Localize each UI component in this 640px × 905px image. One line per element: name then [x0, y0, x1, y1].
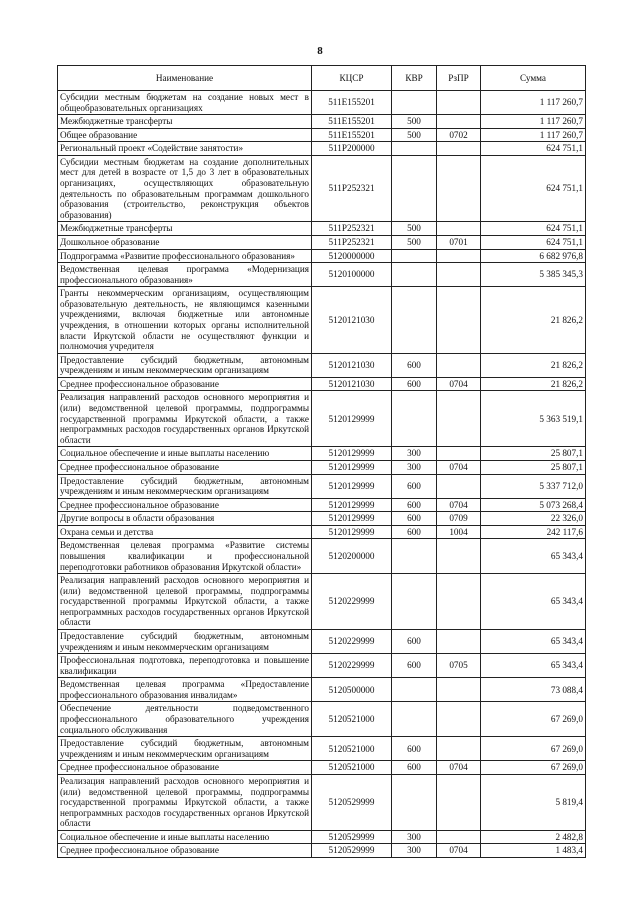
cell-kvr [392, 539, 437, 574]
cell-kvr: 600 [392, 512, 437, 526]
table-row [58, 249, 586, 263]
table-row [58, 155, 586, 221]
cell-kcsr: 5120129999 [312, 447, 392, 461]
cell-rzpr [437, 391, 481, 447]
cell-kvr [392, 142, 437, 156]
cell-rzpr: 0704 [437, 844, 481, 858]
cell-kcsr: 5120129999 [312, 391, 392, 447]
table-row [58, 447, 586, 461]
cell-kcsr: 5120121030 [312, 287, 392, 353]
cell-rzpr: 0704 [437, 377, 481, 391]
cell-name: Субсидии местным бюджетам на создание дополнительных мест для детей в возрасте от 1,5 до 3 лет в образовательных организациях, осуществляющих образовательную деятельность по образовательным программам дошкольного образования (строительство, реконструкция объектов образования) [58, 155, 312, 221]
cell-rzpr [437, 155, 481, 221]
cell-name: Предоставление субсидий бюджетным, автономным учреждениям и иным некоммерческим организациям [58, 353, 312, 377]
column-header-kcsr: КЦСР [312, 66, 392, 91]
table-header-row [58, 66, 586, 91]
cell-kcsr: 5120229999 [312, 630, 392, 654]
cell-sum: 624 751,1 [481, 222, 586, 236]
cell-kcsr: 5120529999 [312, 844, 392, 858]
cell-name: Гранты некоммерческим организациям, осуществляющим образовательную деятельность, не являющимся казенными учреждениями, включая бюджетные или автономные учреждения, в отношении которых органы исполнительной власти Иркутской области не осуществляют функции и полномочия учредителя [58, 287, 312, 353]
cell-kvr: 500 [392, 128, 437, 142]
cell-kcsr: 5120521000 [312, 737, 392, 761]
table-row [58, 115, 586, 129]
cell-sum: 5 385 345,3 [481, 263, 586, 287]
cell-name: Дошкольное образование [58, 235, 312, 249]
cell-rzpr [437, 678, 481, 702]
cell-sum: 21 826,2 [481, 353, 586, 377]
cell-name: Общее образование [58, 128, 312, 142]
cell-kcsr: 5120121030 [312, 353, 392, 377]
table-row [58, 474, 586, 498]
cell-kcsr: 5120529999 [312, 830, 392, 844]
cell-name: Среднее профессиональное образование [58, 498, 312, 512]
cell-kcsr: 5120229999 [312, 574, 392, 630]
table-row [58, 654, 586, 678]
table-row [58, 391, 586, 447]
cell-kvr: 500 [392, 222, 437, 236]
cell-sum: 5 337 712,0 [481, 474, 586, 498]
cell-kvr: 600 [392, 474, 437, 498]
cell-name: Реализация направлений расходов основного мероприятия и (или) ведомственной целевой программы, подпрограммы государственной программы Иркутской области, а также непрограммных расходов государственных органов Иркутской области [58, 391, 312, 447]
column-header-kvr: КВР [392, 66, 437, 91]
table-row [58, 460, 586, 474]
cell-rzpr [437, 353, 481, 377]
cell-sum: 1 117 260,7 [481, 91, 586, 115]
table-row [58, 128, 586, 142]
cell-rzpr [437, 574, 481, 630]
table-row [58, 574, 586, 630]
cell-kvr: 600 [392, 630, 437, 654]
cell-name: Среднее профессиональное образование [58, 460, 312, 474]
cell-sum: 25 807,1 [481, 447, 586, 461]
cell-name: Реализация направлений расходов основного мероприятия и (или) ведомственной целевой программы, подпрограммы государственной программы Иркутской области, а также непрограммных расходов государственных органов Иркутской области [58, 774, 312, 830]
cell-kvr: 600 [392, 377, 437, 391]
cell-kvr: 300 [392, 460, 437, 474]
table-row [58, 263, 586, 287]
cell-kvr [392, 287, 437, 353]
cell-sum: 624 751,1 [481, 235, 586, 249]
table-row [58, 91, 586, 115]
column-header-rzpr: РзПР [437, 66, 481, 91]
cell-name: Межбюджетные трансферты [58, 222, 312, 236]
cell-rzpr [437, 91, 481, 115]
table-row [58, 222, 586, 236]
cell-sum: 6 682 976,8 [481, 249, 586, 263]
cell-name: Профессиональная подготовка, переподготовка и повышение квалификации [58, 654, 312, 678]
cell-sum: 67 269,0 [481, 737, 586, 761]
cell-rzpr: 0704 [437, 460, 481, 474]
cell-kvr [392, 702, 437, 737]
cell-name: Другие вопросы в области образования [58, 512, 312, 526]
cell-kcsr: 5120529999 [312, 774, 392, 830]
cell-name: Охрана семьи и детства [58, 525, 312, 539]
table-row [58, 287, 586, 353]
cell-kcsr: 5120200000 [312, 539, 392, 574]
cell-rzpr [437, 222, 481, 236]
cell-rzpr [437, 830, 481, 844]
cell-kvr [392, 774, 437, 830]
cell-rzpr: 0709 [437, 512, 481, 526]
cell-sum: 67 269,0 [481, 761, 586, 775]
cell-name: Среднее профессиональное образование [58, 844, 312, 858]
cell-kcsr: 511P252321 [312, 235, 392, 249]
table-row [58, 678, 586, 702]
cell-kvr [392, 391, 437, 447]
cell-sum: 67 269,0 [481, 702, 586, 737]
cell-kvr: 600 [392, 761, 437, 775]
cell-name: Предоставление субсидий бюджетным, автономным учреждениям и иным некоммерческим организациям [58, 737, 312, 761]
cell-kcsr: 511P252321 [312, 155, 392, 221]
cell-name: Субсидии местным бюджетам на создание новых мест в общеобразовательных организациях [58, 91, 312, 115]
cell-name: Предоставление субсидий бюджетным, автономным учреждениям и иным некоммерческим организациям [58, 474, 312, 498]
cell-sum: 1 117 260,7 [481, 128, 586, 142]
cell-sum: 624 751,1 [481, 155, 586, 221]
cell-rzpr: 1004 [437, 525, 481, 539]
cell-sum: 5 819,4 [481, 774, 586, 830]
table-row [58, 844, 586, 858]
cell-kvr: 600 [392, 737, 437, 761]
cell-kvr: 300 [392, 830, 437, 844]
cell-name: Предоставление субсидий бюджетным, автономным учреждениям и иным некоммерческим организациям [58, 630, 312, 654]
cell-rzpr [437, 702, 481, 737]
cell-kvr: 300 [392, 447, 437, 461]
cell-sum: 1 483,4 [481, 844, 586, 858]
cell-rzpr: 0704 [437, 498, 481, 512]
cell-rzpr [437, 630, 481, 654]
cell-kvr: 600 [392, 654, 437, 678]
cell-sum: 242 117,6 [481, 525, 586, 539]
column-header-sum: Сумма [481, 66, 586, 91]
cell-kcsr: 5120100000 [312, 263, 392, 287]
cell-name: Ведомственная целевая программа «Развитие системы повышения квалификации и профессиональной переподготовки работников образования Иркутской области» [58, 539, 312, 574]
cell-sum: 65 343,4 [481, 630, 586, 654]
cell-kcsr: 511P200000 [312, 142, 392, 156]
cell-kvr: 500 [392, 115, 437, 129]
table-row [58, 702, 586, 737]
cell-kcsr: 5120521000 [312, 702, 392, 737]
cell-kvr: 600 [392, 353, 437, 377]
cell-kcsr: 5120129999 [312, 525, 392, 539]
cell-kcsr: 5120129999 [312, 512, 392, 526]
cell-rzpr [437, 774, 481, 830]
cell-sum: 65 343,4 [481, 574, 586, 630]
column-header-name: Наименование [58, 66, 312, 91]
table-row [58, 377, 586, 391]
cell-name: Социальное обеспечение и иные выплаты населению [58, 830, 312, 844]
cell-kcsr: 5120500000 [312, 678, 392, 702]
cell-kcsr: 5120129999 [312, 474, 392, 498]
cell-name: Подпрограмма «Развитие профессионального образования» [58, 249, 312, 263]
cell-sum: 73 088,4 [481, 678, 586, 702]
cell-kvr [392, 678, 437, 702]
table-row [58, 774, 586, 830]
cell-kvr [392, 249, 437, 263]
cell-kvr: 600 [392, 498, 437, 512]
cell-kvr [392, 91, 437, 115]
cell-kcsr: 511E155201 [312, 91, 392, 115]
cell-rzpr [437, 142, 481, 156]
cell-name: Ведомственная целевая программа «Предоставление профессионального образования инвалидам» [58, 678, 312, 702]
cell-sum: 65 343,4 [481, 654, 586, 678]
table-row [58, 142, 586, 156]
cell-sum: 21 826,2 [481, 287, 586, 353]
table-row [58, 630, 586, 654]
cell-kcsr: 5120229999 [312, 654, 392, 678]
cell-sum: 21 826,2 [481, 377, 586, 391]
cell-name: Социальное обеспечение и иные выплаты населению [58, 447, 312, 461]
cell-sum: 2 482,8 [481, 830, 586, 844]
cell-rzpr: 0704 [437, 761, 481, 775]
table-row [58, 737, 586, 761]
cell-kcsr: 5120129999 [312, 460, 392, 474]
cell-rzpr [437, 249, 481, 263]
cell-sum: 65 343,4 [481, 539, 586, 574]
cell-sum: 22 326,0 [481, 512, 586, 526]
cell-name: Обеспечение деятельности подведомственного профессионального образовательного учреждения социального обслуживания [58, 702, 312, 737]
table-row [58, 353, 586, 377]
cell-rzpr [437, 447, 481, 461]
cell-kcsr: 5120121030 [312, 377, 392, 391]
cell-name: Межбюджетные трансферты [58, 115, 312, 129]
cell-name: Среднее профессиональное образование [58, 377, 312, 391]
cell-rzpr: 0705 [437, 654, 481, 678]
table-row [58, 539, 586, 574]
cell-kvr [392, 155, 437, 221]
cell-sum: 25 807,1 [481, 460, 586, 474]
cell-kvr [392, 263, 437, 287]
table-row [58, 498, 586, 512]
cell-rzpr [437, 737, 481, 761]
cell-kcsr: 5120000000 [312, 249, 392, 263]
page-number: 8 [317, 45, 323, 57]
cell-kcsr: 511P252321 [312, 222, 392, 236]
cell-name: Региональный проект «Содействие занятости» [58, 142, 312, 156]
table-row [58, 235, 586, 249]
cell-rzpr [437, 287, 481, 353]
cell-rzpr: 0702 [437, 128, 481, 142]
budget-table [57, 65, 586, 858]
cell-name: Среднее профессиональное образование [58, 761, 312, 775]
table-row [58, 512, 586, 526]
cell-rzpr [437, 263, 481, 287]
table-row [58, 525, 586, 539]
cell-sum: 5 363 519,1 [481, 391, 586, 447]
cell-kcsr: 511E155201 [312, 128, 392, 142]
cell-rzpr [437, 115, 481, 129]
cell-rzpr [437, 539, 481, 574]
cell-kcsr: 511E155201 [312, 115, 392, 129]
cell-name: Реализация направлений расходов основного мероприятия и (или) ведомственной целевой программы, подпрограммы государственной программы Иркутской области, а также непрограммных расходов государственных органов Иркутской области [58, 574, 312, 630]
cell-kcsr: 5120521000 [312, 761, 392, 775]
cell-sum: 1 117 260,7 [481, 115, 586, 129]
cell-sum: 624 751,1 [481, 142, 586, 156]
cell-kvr [392, 574, 437, 630]
table-row [58, 761, 586, 775]
cell-rzpr [437, 474, 481, 498]
cell-kvr: 500 [392, 235, 437, 249]
cell-kvr: 600 [392, 525, 437, 539]
cell-name: Ведомственная целевая программа «Модернизация профессионального образования» [58, 263, 312, 287]
cell-kvr: 300 [392, 844, 437, 858]
cell-rzpr: 0701 [437, 235, 481, 249]
table-row [58, 830, 586, 844]
cell-kcsr: 5120129999 [312, 498, 392, 512]
cell-sum: 5 073 268,4 [481, 498, 586, 512]
